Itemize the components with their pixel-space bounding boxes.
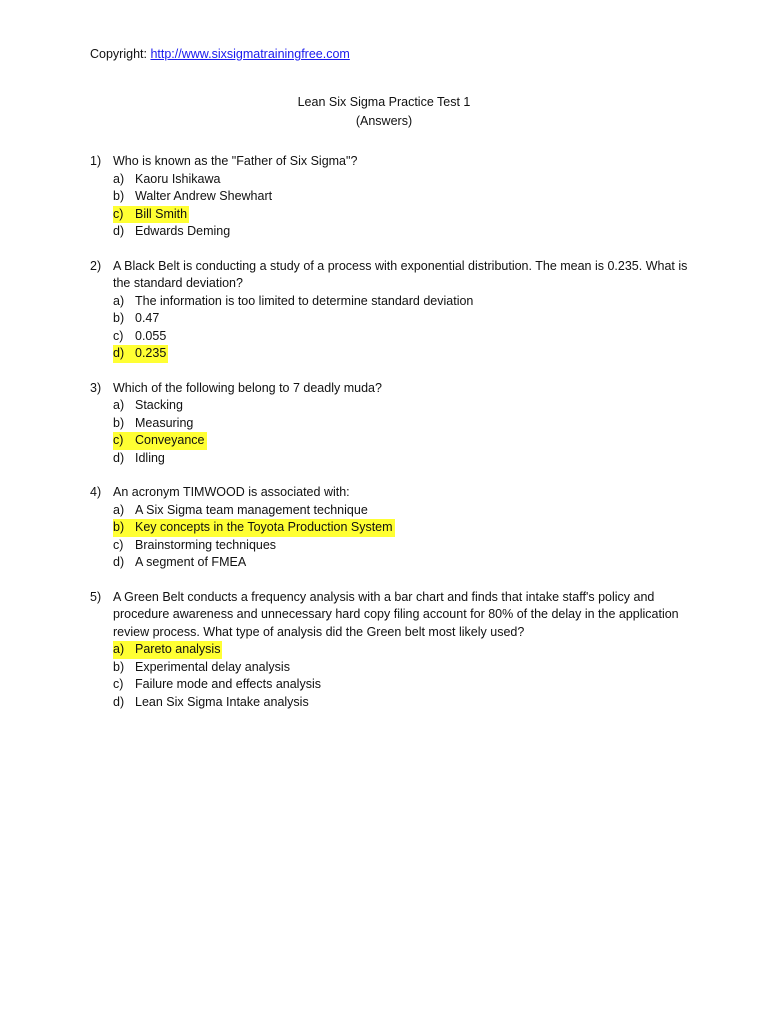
option-text: Lean Six Sigma Intake analysis xyxy=(135,694,309,709)
question-item xyxy=(90,589,690,712)
answer-highlight xyxy=(113,206,189,224)
option-text: Experimental delay analysis xyxy=(135,659,290,674)
question-number: 1) xyxy=(90,154,102,168)
answer-option xyxy=(113,310,690,328)
answer-text-wrap xyxy=(113,554,248,572)
option-text: The information is too limited to determine standard deviation xyxy=(135,293,474,308)
question-item xyxy=(90,484,690,572)
question-text: A Black Belt is conducting a study of a process with exponential distribution. The mean is 0.235. What is the standard deviation? xyxy=(113,258,688,290)
question-number: 5) xyxy=(90,589,102,604)
answer-text-wrap xyxy=(113,223,232,241)
option-text: Walter Andrew Shewhart xyxy=(135,189,273,203)
option-letter: a) xyxy=(113,398,125,412)
document-title: Lean Six Sigma Practice Test 1 xyxy=(297,95,471,109)
option-text: Measuring xyxy=(135,415,194,430)
question-number: 2) xyxy=(90,258,102,273)
option-letter: c) xyxy=(113,206,124,221)
option-letter: b) xyxy=(113,659,125,674)
option-list xyxy=(113,641,690,711)
question-number: 3) xyxy=(90,380,102,395)
answer-option xyxy=(113,450,690,468)
option-text: Brainstorming techniques xyxy=(135,537,277,552)
answer-option xyxy=(113,676,690,694)
option-text: Bill Smith xyxy=(135,206,188,221)
answer-option xyxy=(113,293,690,311)
option-letter: c) xyxy=(113,328,124,343)
answer-option xyxy=(113,171,690,189)
answer-option xyxy=(113,502,690,520)
answer-highlight xyxy=(113,345,168,363)
option-letter: a) xyxy=(113,502,125,517)
answer-highlight xyxy=(113,641,222,659)
answer-text-wrap xyxy=(113,293,475,311)
option-letter: c) xyxy=(113,433,124,447)
option-letter: a) xyxy=(113,642,125,656)
option-letter: d) xyxy=(113,224,125,238)
option-text: 0.055 xyxy=(135,328,167,343)
option-text: Stacking xyxy=(135,398,183,412)
answer-option xyxy=(113,415,690,433)
option-letter: b) xyxy=(113,520,125,534)
answer-text-wrap xyxy=(113,537,278,555)
answer-text-wrap xyxy=(113,450,167,468)
option-text: 0.47 xyxy=(135,311,160,325)
answer-text-wrap xyxy=(113,328,168,346)
option-text: Pareto analysis xyxy=(135,642,221,656)
copyright-link[interactable]: http://www.sixsigmatrainingfree.com xyxy=(150,47,350,61)
answer-text-wrap xyxy=(113,310,161,328)
option-letter: b) xyxy=(113,415,125,430)
answer-text-wrap xyxy=(113,188,274,206)
document-header xyxy=(0,93,768,131)
question-item xyxy=(90,380,690,468)
option-text: Failure mode and effects analysis xyxy=(135,677,321,691)
answer-option xyxy=(113,659,690,677)
answer-text-wrap xyxy=(113,694,311,712)
answer-highlight xyxy=(113,432,207,450)
option-text: Key concepts in the Toyota Production System xyxy=(135,520,393,534)
option-letter: d) xyxy=(113,694,125,709)
answer-highlight xyxy=(113,519,395,537)
answer-text-wrap xyxy=(113,659,292,677)
correct-answer-option xyxy=(113,206,690,224)
option-text: A segment of FMEA xyxy=(135,555,247,569)
correct-answer-option xyxy=(113,519,690,537)
option-letter: d) xyxy=(113,555,125,569)
question-text: Who is known as the "Father of Six Sigma"? xyxy=(113,154,358,168)
option-list xyxy=(113,502,690,572)
option-text: Idling xyxy=(135,450,165,465)
option-letter: b) xyxy=(113,311,125,325)
correct-answer-option xyxy=(113,345,690,363)
copyright-label: Copyright: xyxy=(90,47,151,61)
correct-answer-option xyxy=(113,641,690,659)
option-list xyxy=(113,171,690,241)
answer-text-wrap xyxy=(113,415,195,433)
answer-option xyxy=(113,188,690,206)
question-text: An acronym TIMWOOD is associated with: xyxy=(113,485,350,499)
answer-option xyxy=(113,537,690,555)
answer-option xyxy=(113,397,690,415)
option-letter: b) xyxy=(113,189,125,203)
answer-option xyxy=(113,223,690,241)
answer-text-wrap xyxy=(113,397,185,415)
answer-option xyxy=(113,328,690,346)
option-text: A Six Sigma team management technique xyxy=(135,502,368,517)
question-number: 4) xyxy=(90,485,102,499)
option-text: Kaoru Ishikawa xyxy=(135,171,221,186)
option-text: Conveyance xyxy=(135,433,205,447)
option-list xyxy=(113,293,690,363)
answer-option xyxy=(113,554,690,572)
option-text: 0.235 xyxy=(135,346,167,360)
question-item xyxy=(90,258,690,363)
option-letter: c) xyxy=(113,677,124,691)
answer-text-wrap xyxy=(113,171,222,189)
option-letter: d) xyxy=(113,450,125,465)
option-letter: c) xyxy=(113,537,124,552)
answer-text-wrap xyxy=(113,676,323,694)
document-subtitle: (Answers) xyxy=(355,114,413,128)
option-letter: d) xyxy=(113,346,125,360)
answer-text-wrap xyxy=(113,502,370,520)
question-list xyxy=(90,153,690,728)
option-list xyxy=(113,397,690,467)
option-text: Edwards Deming xyxy=(135,224,231,238)
question-text: Which of the following belong to 7 deadly muda? xyxy=(113,380,382,395)
question-item xyxy=(90,153,690,241)
copyright-line xyxy=(90,45,350,63)
correct-answer-option xyxy=(113,432,690,450)
answer-option xyxy=(113,694,690,712)
option-letter: a) xyxy=(113,293,125,308)
option-letter: a) xyxy=(113,171,125,186)
question-text: A Green Belt conducts a frequency analysis with a bar chart and finds that intake staff's policy and procedure awareness and unnecessary hard copy filing account for 80% of the delay in the application review process. What type of analysis did the Green belt most likely used? xyxy=(113,589,679,639)
